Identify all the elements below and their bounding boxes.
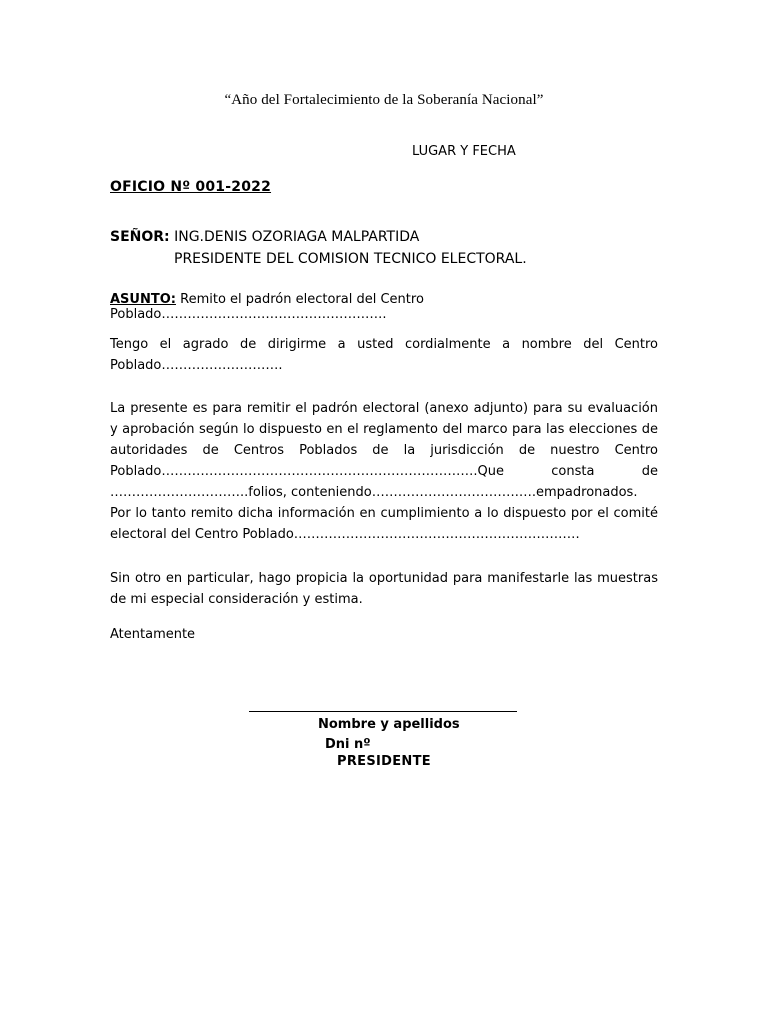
recipient-row [110,226,527,248]
signature-dni: Dni nº [325,737,371,752]
year-motto: “Año del Fortalecimiento de la Soberanía Nacional” [224,92,544,108]
closing-paragraph: Sin otro en particular, hago propicia la oportunidad para manifestarle las muestras de mi especial consideración y estima. [110,571,658,607]
place-and-date: LUGAR Y FECHA [412,144,516,159]
recipient-title: PRESIDENTE DEL COMISION TECNICO ELECTORAL. [174,251,527,267]
signature-name: Nombre y apellidos [318,717,460,732]
body-paragraph-compliance: Por lo tanto remito dicha información en cumplimiento a lo dispuesto por el comité electoral del Centro Poblado………………………………………………………… [110,506,658,542]
closing-word: Atentamente [110,627,196,642]
recipient-name: ING.DENIS OZORIAGA MALPARTIDA [174,229,420,245]
subject-line [110,292,660,322]
greeting-paragraph: Tengo el agrado de dirigirme a usted cordialmente a nombre del Centro Poblado………………………. [110,337,658,373]
subject-text: Remito el padrón electoral del Centro Poblado……………………………………………. [110,292,424,322]
recipient-block [110,226,527,270]
signature-role: PRESIDENTE [337,754,431,769]
body-paragraph-request: La presente es para remitir el padrón electoral (anexo adjunto) para su evaluación y aprobación según lo dispuesto en el reglamento del marco para las elecciones de autoridades de Centros Poblados de la jurisdicción de nuestro Centro Poblado……………………………………………………………….Que consta de …………………………..folios, conteniendo…………………………….….empadronados. [110,401,658,500]
oficio-number: OFICIO Nº 001-2022 [110,179,272,195]
recipient-label: SEÑOR: [110,229,170,245]
subject-label: ASUNTO: [110,292,176,307]
body-paragraph [110,398,658,545]
signature-line [249,711,517,712]
